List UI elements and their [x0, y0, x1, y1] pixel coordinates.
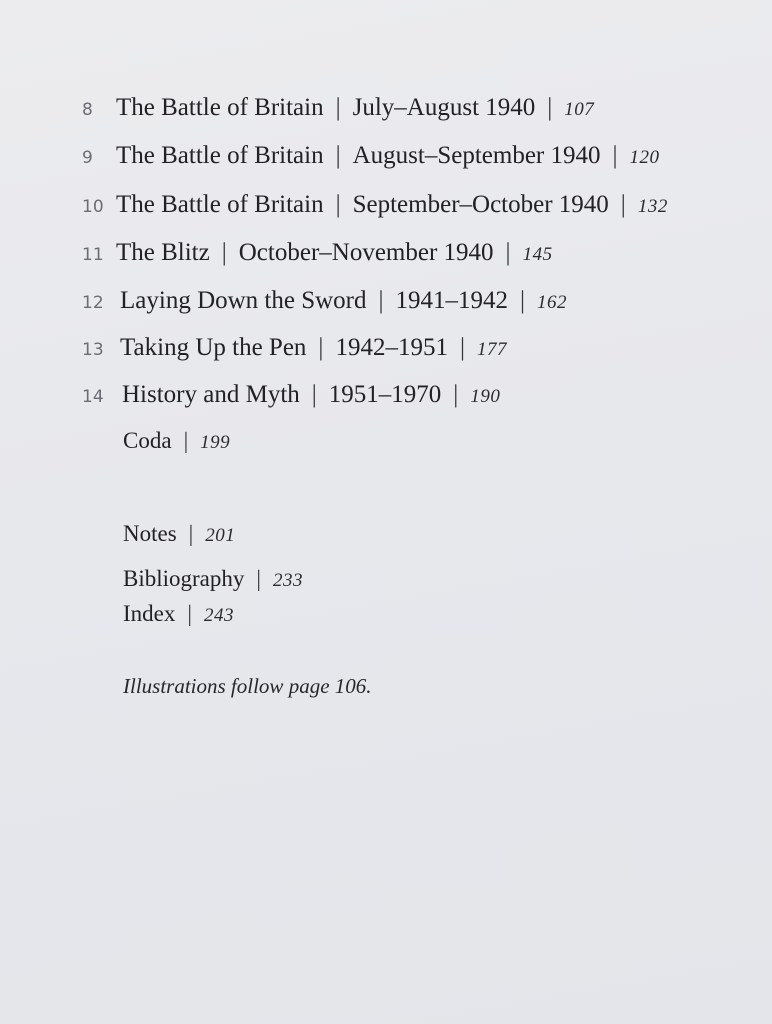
coda-title: Coda [123, 428, 172, 453]
page-number: 243 [203, 605, 234, 626]
separator: | [256, 566, 261, 591]
page-number: 107 [564, 99, 595, 120]
chapter-dates: September–October 1940 [352, 191, 609, 218]
chapter-number: 11 [82, 245, 104, 265]
page-number: 190 [470, 386, 501, 407]
separator: | [221, 239, 227, 266]
separator: | [520, 287, 526, 314]
chapter-title: The Battle of Britain [116, 94, 324, 121]
chapter-number: 10 [82, 197, 104, 217]
separator: | [335, 191, 341, 218]
chapter-dates: 1941–1942 [395, 287, 509, 314]
toc-entry-chapter-9 [82, 142, 660, 176]
separator: | [459, 334, 465, 361]
separator: | [183, 428, 189, 453]
separator: | [187, 601, 192, 626]
toc-entry-index [123, 601, 234, 627]
separator: | [505, 239, 511, 266]
chapter-title: The Battle of Britain [116, 191, 324, 218]
backmatter-title: Bibliography [123, 566, 245, 591]
separator: | [547, 94, 553, 121]
chapter-dates: 1951–1970 [328, 381, 442, 408]
separator: | [188, 521, 194, 546]
separator: | [335, 94, 341, 121]
toc-entry-chapter-14 [82, 381, 500, 415]
chapter-number: 13 [82, 340, 104, 360]
page-number: 233 [273, 570, 303, 591]
toc-entry-coda [123, 428, 230, 454]
page-number: 201 [205, 525, 236, 546]
chapter-title: Taking Up the Pen [120, 334, 307, 361]
separator: | [620, 191, 626, 218]
separator: | [612, 142, 618, 169]
toc-entry-notes [123, 521, 235, 547]
toc-entry-chapter-11 [82, 239, 553, 273]
backmatter-title: Notes [123, 521, 177, 546]
chapter-dates: 1942–1951 [335, 334, 448, 361]
toc-entry-chapter-10 [82, 191, 668, 225]
page-number: 145 [522, 244, 553, 265]
separator: | [335, 142, 341, 169]
chapter-dates: October–November 1940 [238, 239, 494, 266]
chapter-number: 12 [82, 293, 104, 313]
chapter-title: The Battle of Britain [116, 142, 324, 169]
chapter-number: 14 [82, 387, 104, 407]
chapter-title: History and Myth [122, 381, 300, 408]
page-number: 162 [537, 292, 568, 313]
chapter-number: 8 [82, 100, 93, 120]
chapter-title: The Blitz [116, 239, 210, 266]
toc-entry-chapter-8 [82, 94, 594, 128]
chapter-number: 9 [82, 148, 93, 168]
chapter-dates: July–August 1940 [352, 94, 536, 121]
separator: | [453, 381, 459, 408]
page-number: 177 [476, 339, 507, 360]
illustrations-note: Illustrations follow page 106. [123, 674, 372, 698]
chapter-dates: August–September 1940 [352, 142, 601, 169]
toc-entry-chapter-13 [82, 334, 507, 368]
chapter-title: Laying Down the Sword [120, 287, 367, 314]
toc-entry-bibliography [123, 566, 303, 592]
separator: | [378, 287, 384, 314]
toc-entry-chapter-12 [82, 287, 567, 321]
separator: | [311, 381, 317, 408]
page-number: 132 [637, 196, 668, 217]
separator: | [318, 334, 324, 361]
backmatter-title: Index [123, 601, 176, 626]
page-number: 120 [629, 147, 660, 168]
page-number: 199 [200, 432, 231, 453]
